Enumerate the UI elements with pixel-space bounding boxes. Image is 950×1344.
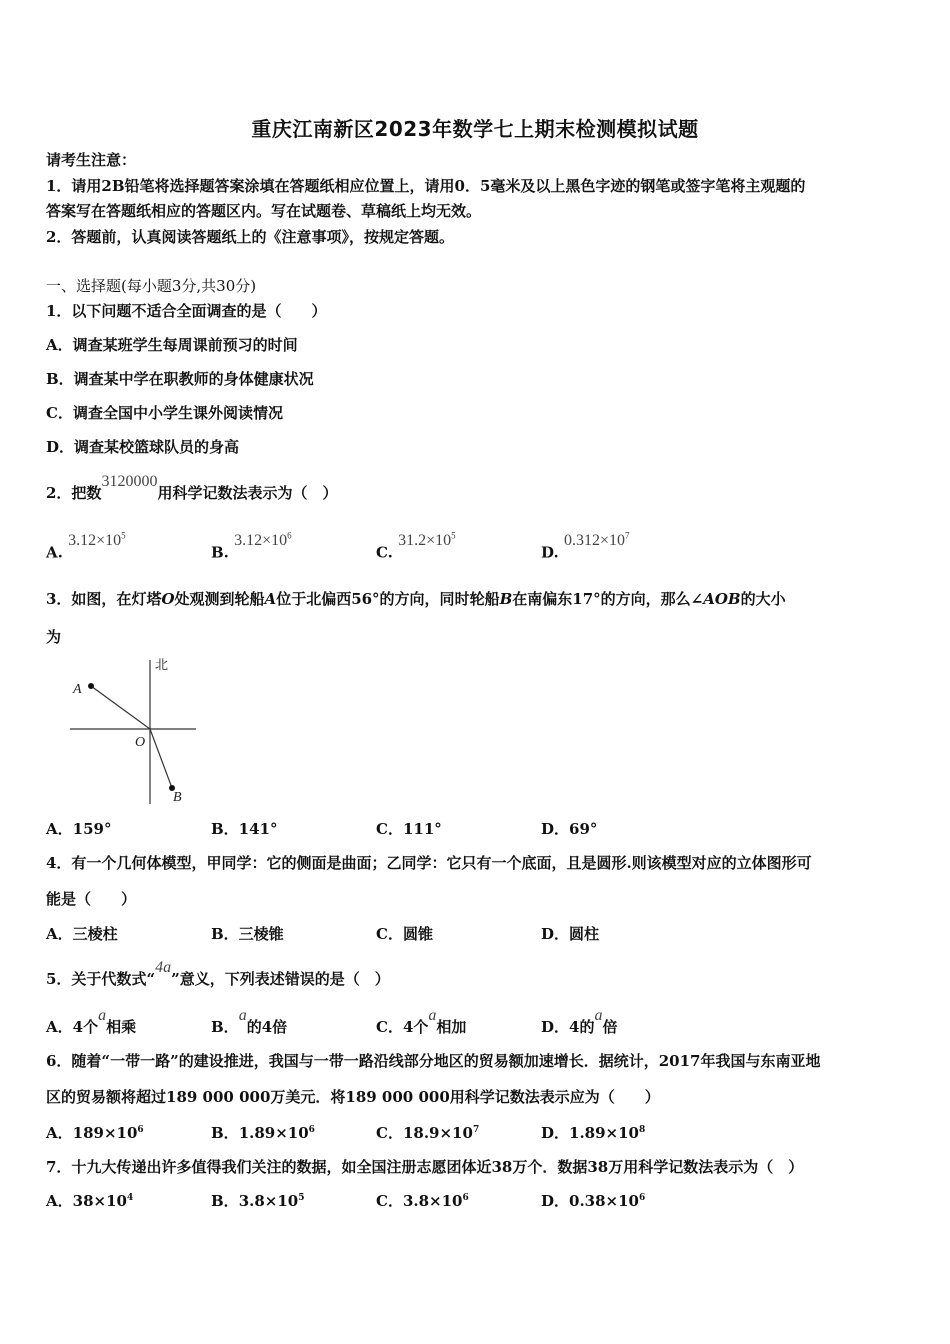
q4-option-a: A．三棱柱 [46, 925, 118, 943]
q7-option-a [46, 1190, 133, 1211]
q4-stem-line-2: 能是（ ） [46, 890, 137, 908]
q3-option-d: D．69° [541, 820, 598, 838]
q2-option-value: $3.12\times 10^6$ [234, 531, 292, 550]
q2-number: 3120000 [101, 473, 158, 490]
q6-option-b [211, 1122, 315, 1143]
q2-option-c [376, 531, 456, 562]
q6-stem-line-2: 区的贸易额将超过189 000 000万美元．将189 000 000用科学记数法表示应为（ ） [46, 1088, 660, 1106]
notice-heading: 请考生注意： [46, 151, 137, 169]
q3-option-b: B．141° [211, 820, 278, 838]
q7-option-b [211, 1190, 305, 1211]
q4-option-b: B．三棱锥 [211, 925, 284, 943]
q4-option-c: C．圆锥 [376, 925, 433, 943]
q2-option-mantissa: 0.312 [563, 532, 600, 550]
q2-option-value: $3.12\times 10^5$ [68, 531, 126, 550]
q7-option-exponent: 4 [126, 1193, 134, 1203]
q3-var-o: O [161, 590, 175, 608]
notice-item-2: 2．答题前，认真阅读答题纸上的《注意事项》，按规定答题。 [46, 228, 454, 246]
q2-option-mantissa: 3.12 [68, 532, 97, 550]
q6-option-d [541, 1122, 645, 1143]
q5-option-text: B． [211, 1018, 239, 1036]
q7-option-mantissa: 3.8×10 [238, 1192, 299, 1210]
q6-option-label: D． [541, 1124, 570, 1142]
q6-option-exponent: 8 [639, 1125, 646, 1135]
notice-item-1-line-2: 答案写在答题纸相应的答题区内。写在试题卷、草稿纸上均无效。 [46, 202, 482, 220]
q7-stem: 7．十九大传递出许多值得我们关注的数据，如全国注册志愿团体近38万个．数据38万用科学记数法表示为（ ） [46, 1158, 804, 1176]
q3-text: 在南偏东17°的方向，那么∠ [512, 590, 704, 608]
q5-option-text: 的4倍 [246, 1018, 288, 1036]
q7-option-mantissa: 3.8×10 [402, 1192, 463, 1210]
q5-stem [46, 959, 910, 990]
q6-option-mantissa: 189×10 [72, 1124, 138, 1142]
q5-option-d [541, 1007, 618, 1037]
q2-option-label: A. [46, 543, 63, 562]
q6-option-a [46, 1122, 144, 1143]
q1-option-d: D．调查某校篮球队员的身高 [46, 438, 240, 456]
q3-angle-aob: AOB [703, 590, 741, 608]
q6-option-exponent: 6 [137, 1125, 144, 1135]
q5-option-var: a [428, 1007, 437, 1024]
q6-option-label: B． [211, 1124, 239, 1142]
q2-option-mantissa: 3.12 [234, 532, 263, 550]
q7-option-exponent: 6 [462, 1193, 469, 1203]
q3-var-a: A [264, 590, 277, 608]
q5-option-var: a [98, 1007, 107, 1024]
q7-option-exponent: 5 [298, 1193, 305, 1203]
q1-stem: 1．以下问题不适合全面调查的是（ ） [46, 302, 327, 320]
q2-option-exponent: 7 [624, 531, 630, 541]
q6-option-label: C． [376, 1124, 403, 1142]
q2-option-exponent: 6 [287, 531, 292, 541]
q2-option-label: C. [376, 543, 393, 562]
q3-compass-diagram [64, 652, 204, 807]
q2-option-label: B. [211, 543, 229, 562]
q3-stem-line-2: 为 [46, 628, 62, 646]
q3-text: 位于北偏西56°的方向，同时轮船 [276, 590, 500, 608]
q3-text: 3．如图，在灯塔 [46, 590, 162, 608]
ray-ob [150, 729, 172, 788]
q2-option-d [541, 531, 630, 562]
q6-stem-line-1: 6．随着“一带一路”的建设推进，我国与一带一路沿线部分地区的贸易额加速增长．据统计，2017年我国与东南亚地 [46, 1052, 821, 1070]
page-title: 重庆江南新区2023年数学七上期末检测模拟试题 [251, 117, 699, 141]
q7-option-label: B． [211, 1192, 239, 1210]
ray-oa [91, 686, 150, 729]
q3-option-a: A．159° [46, 820, 112, 838]
q6-option-label: A． [46, 1124, 73, 1142]
q2-option-b [211, 531, 292, 562]
q2-stem [46, 473, 910, 504]
q5-option-text: 倍 [602, 1018, 618, 1036]
q1-option-c: C．调查全国中小学生课外阅读情况 [46, 404, 283, 422]
north-label: 北 [155, 658, 169, 673]
q5-stem-pre: 5．关于代数式“ [46, 970, 156, 988]
q1-option-a: A．调查某班学生每周课前预习的时间 [46, 336, 298, 354]
q2-option-mantissa: 31.2 [398, 532, 427, 550]
q7-option-mantissa: 0.38×10 [569, 1192, 639, 1210]
q5-option-var: a [594, 1007, 603, 1024]
q2-option-value: $31.2\times 10^5$ [398, 531, 456, 550]
q2-option-exponent: 5 [451, 531, 456, 541]
q4-option-d: D．圆柱 [541, 925, 600, 943]
q3-text: 处观测到轮船 [174, 590, 265, 608]
q5-stem-post: ”意义，下列表述错误的是（ ） [171, 970, 390, 988]
q7-option-d [541, 1190, 645, 1211]
q5-option-text: 相乘 [106, 1018, 137, 1036]
q6-option-exponent: 6 [308, 1125, 315, 1135]
q3-text: 的大小 [740, 590, 786, 608]
q6-option-mantissa: 1.89×10 [569, 1124, 639, 1142]
q5-option-text: C．4个 [376, 1018, 429, 1036]
q5-option-a [46, 1007, 137, 1037]
q2-option-label: D. [541, 543, 559, 562]
q3-option-c: C．111° [376, 820, 442, 838]
q5-option-c [376, 1007, 467, 1037]
q6-option-c [376, 1122, 479, 1143]
q1-option-b: B．调查某中学在职教师的身体健康状况 [46, 370, 314, 388]
q3-var-b: B [499, 590, 513, 608]
q5-option-text: A．4个 [46, 1018, 99, 1036]
q5-expression: 4a [155, 959, 172, 976]
section-heading: 一、选择题(每小题3分,共30分) [46, 277, 257, 295]
q6-option-mantissa: 1.89×10 [238, 1124, 309, 1142]
q7-option-label: C． [376, 1192, 403, 1210]
q2-option-a [46, 531, 126, 562]
point-a [88, 683, 94, 689]
q6-option-mantissa: 18.9×10 [402, 1124, 473, 1142]
label-a: A [73, 682, 82, 697]
notice-item-1-line-1: 1．请用2B铅笔将选择题答案涂填在答题纸相应位置上，请用0．5毫米及以上黑色字迹的钢笔或签字笔将主观题的 [46, 177, 806, 195]
label-b: B [173, 790, 182, 805]
q2-option-exponent: 5 [121, 531, 126, 541]
q7-option-exponent: 6 [639, 1193, 646, 1203]
q5-option-b [211, 1007, 288, 1037]
label-o: O [135, 735, 146, 750]
q7-option-label: D． [541, 1192, 570, 1210]
q2-stem-pre: 2．把数 [46, 484, 102, 502]
q5-option-text: D．4的 [541, 1018, 595, 1036]
q4-stem-line-1: 4．有一个几何体模型，甲同学：它的侧面是曲面；乙同学：它只有一个底面，且是圆形.则该模型对应的立体图形可 [46, 854, 812, 872]
q5-option-text: 相加 [436, 1018, 467, 1036]
q5-option-var: a [238, 1007, 247, 1024]
q6-option-exponent: 7 [472, 1125, 480, 1135]
q2-stem-post: 用科学记数法表示为（ ） [157, 484, 338, 502]
q7-option-label: A． [46, 1192, 73, 1210]
q2-option-value: $0.312\times 10^7$ [563, 531, 630, 550]
q7-option-mantissa: 38×10 [72, 1192, 127, 1210]
q7-option-c [376, 1190, 469, 1211]
q3-stem-line-1 [46, 589, 910, 609]
